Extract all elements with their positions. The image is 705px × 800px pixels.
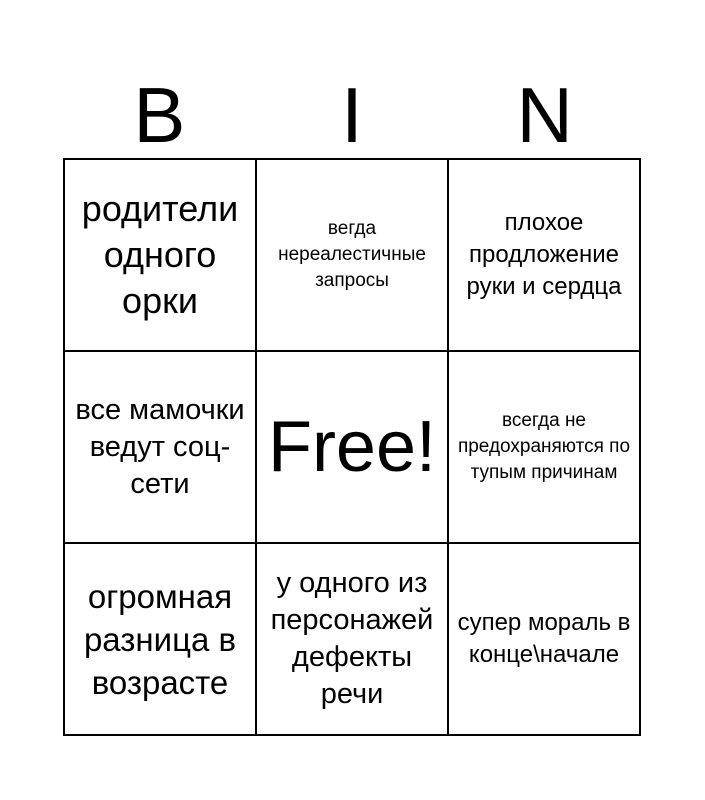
header-letter-b: B xyxy=(133,71,186,159)
header-letter-n: N xyxy=(516,71,573,159)
bingo-cell-text: всегда не предохраняются по тупым причинам xyxy=(457,410,631,483)
bingo-cell-7[interactable] xyxy=(65,544,257,736)
bingo-cell-text: у одного из персонажей дефекты речи xyxy=(270,567,434,710)
bingo-header xyxy=(63,70,641,160)
free-space-text: Free! xyxy=(267,407,437,487)
bingo-cell-text: родители одного орки xyxy=(81,188,239,321)
bingo-cell-text: все мамочки ведут соц-сети xyxy=(75,393,245,500)
bingo-cell-3[interactable] xyxy=(449,160,641,352)
bingo-cell-8[interactable] xyxy=(257,544,449,736)
bingo-grid xyxy=(63,158,641,736)
header-letter-i: I xyxy=(341,71,363,159)
bingo-cell-2[interactable] xyxy=(257,160,449,352)
bingo-cell-text: плохое продложение руки и сердца xyxy=(466,209,622,300)
bingo-cell-text: супер мораль в конце\начале xyxy=(457,609,631,668)
bingo-cell-6[interactable] xyxy=(449,352,641,544)
bingo-cell-4[interactable] xyxy=(65,352,257,544)
bingo-cell-9[interactable] xyxy=(449,544,641,736)
bingo-cell-text: вегда нереалестичные запросы xyxy=(278,218,426,291)
bingo-cell-free[interactable] xyxy=(257,352,449,544)
bingo-cell-1[interactable] xyxy=(65,160,257,352)
bingo-cell-text: огромная разница в возрасте xyxy=(83,577,237,701)
